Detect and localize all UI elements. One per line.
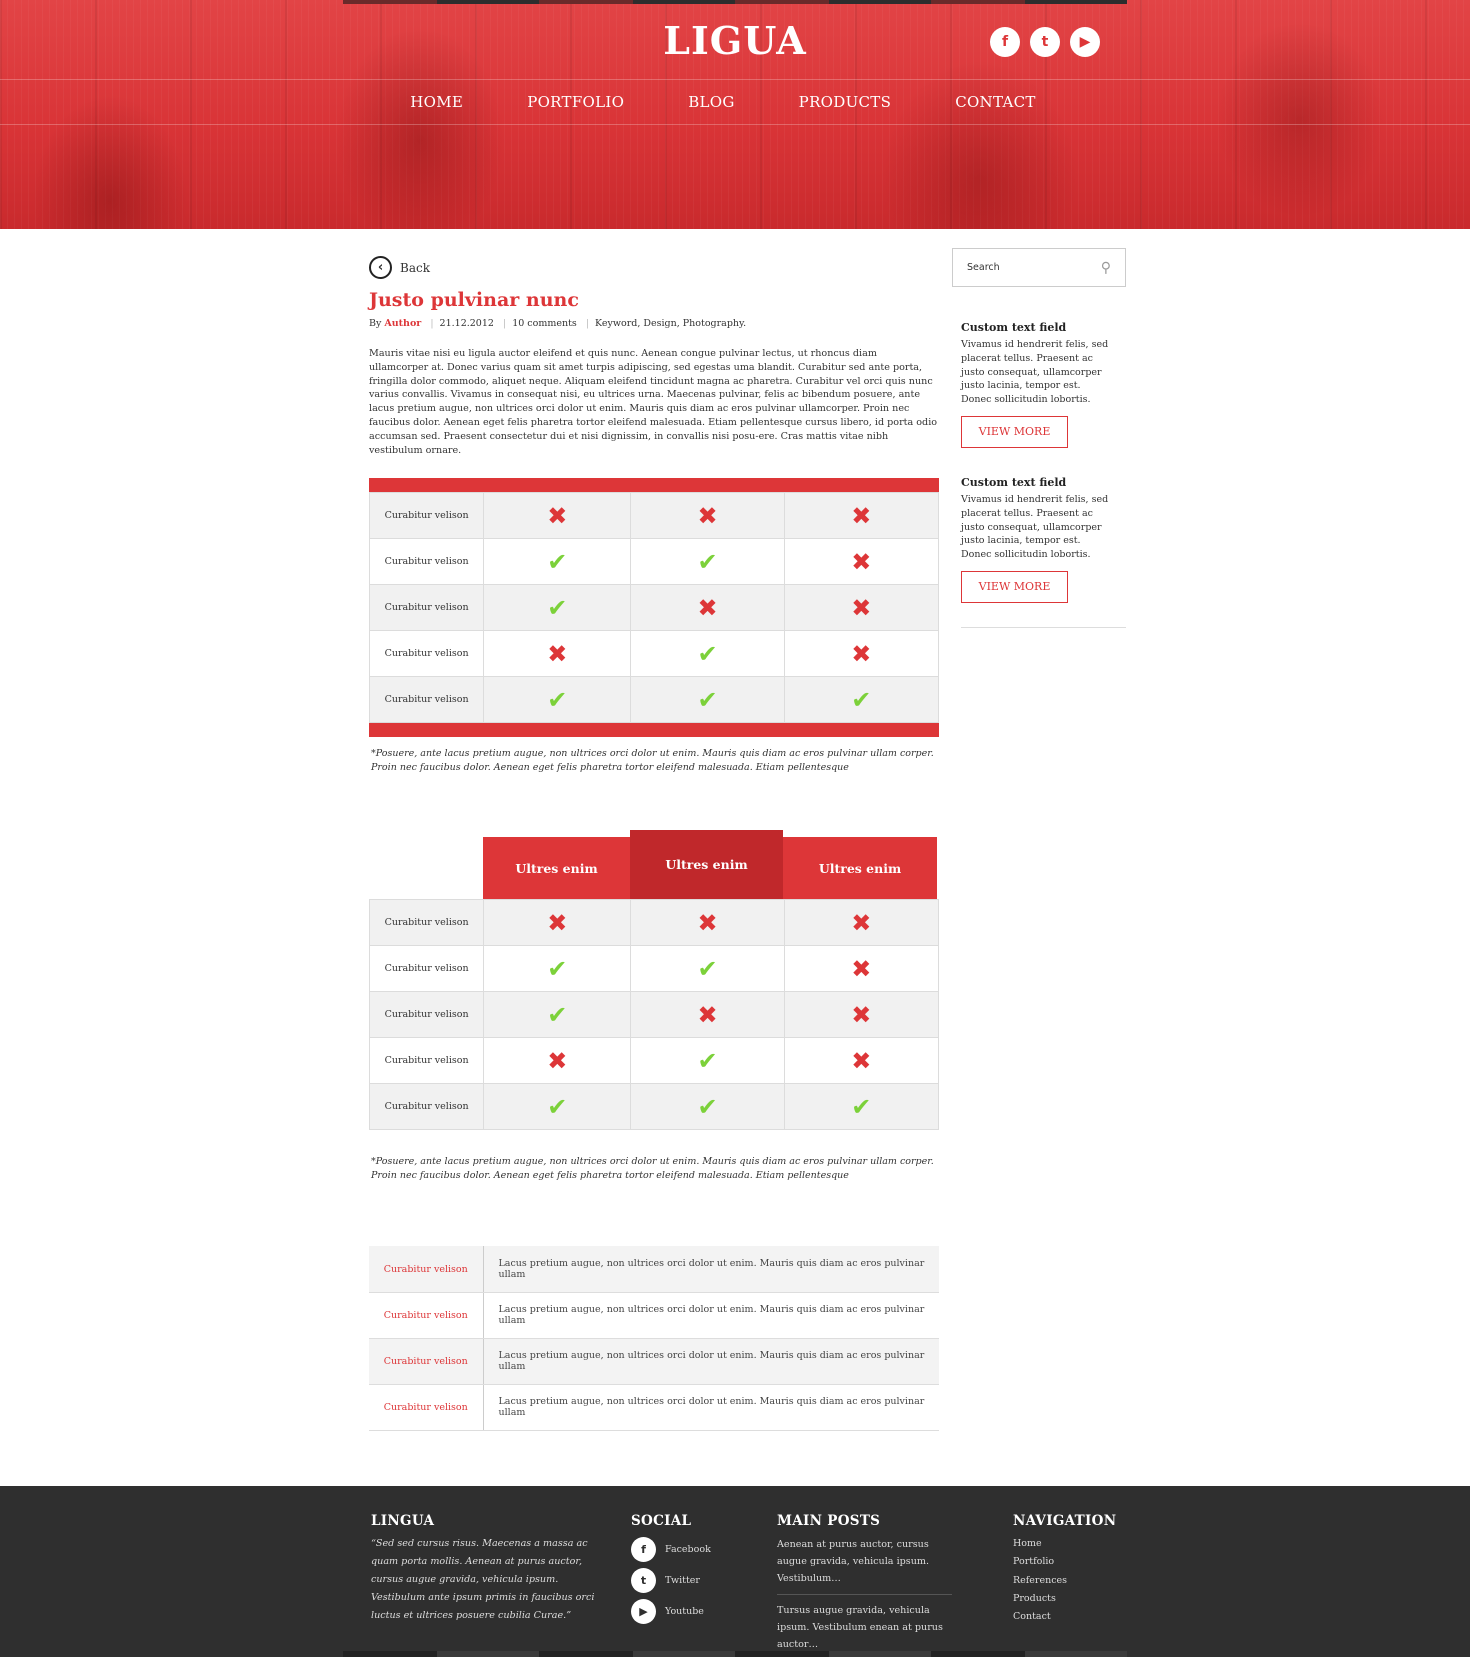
row-label: Curabitur velison — [370, 585, 484, 631]
site-logo[interactable]: LIGUA — [663, 18, 807, 63]
post-tags[interactable]: Keyword, Design, Photography. — [595, 318, 747, 329]
footer-about-title: LINGUA — [371, 1513, 435, 1529]
footer-nav-home[interactable]: Home — [1013, 1538, 1042, 1549]
table-row — [370, 992, 939, 1038]
check-icon: ✔ — [547, 1000, 568, 1029]
widget-text: Vivamus id hendrerit felis, sed placerat tellus. Praesent ac justo consequat, ullamcorper justo lacinia, tempor est. Donec sollicitudin lobortis. — [961, 339, 1109, 406]
table-note: *Posuere, ante lacus pretium augue, non ultrices orci dolor ut enim. Mauris quis diam ac eros pulvinar ullam corper. Proin nec faucibus dolor. Aenean eget felis pharetra tortor eleifend malesuada. Etiam pellentesque — [371, 748, 934, 774]
table-row — [370, 900, 939, 946]
row-label: Curabitur velison — [370, 1084, 484, 1130]
footer-nav-products[interactable]: Products — [1013, 1592, 1056, 1604]
youtube-icon: ▶ — [631, 1599, 656, 1624]
check-icon: ✔ — [697, 547, 718, 576]
back-label: Back — [400, 260, 430, 275]
table-cell — [484, 585, 631, 631]
table-row — [369, 1246, 939, 1292]
check-icon: ✔ — [697, 954, 718, 983]
meta-by: By — [369, 318, 382, 329]
table-cell — [784, 585, 938, 631]
social-label: Facebook — [665, 1544, 711, 1555]
cross-icon: ✖ — [547, 501, 568, 530]
table-cell — [784, 493, 938, 539]
row-key[interactable]: Curabitur velison — [369, 1384, 483, 1430]
table-cell — [631, 539, 784, 585]
table-cell — [784, 1084, 938, 1130]
table-cell — [784, 946, 938, 992]
footer-nav-portfolio[interactable]: Portfolio — [1013, 1556, 1055, 1568]
check-icon: ✔ — [851, 685, 872, 714]
table-cell — [784, 992, 938, 1038]
row-text: Lacus pretium augue, non ultrices orci dolor ut enim. Mauris quis diam ac eros pulvinar ullam — [483, 1338, 939, 1384]
header-social-links — [990, 27, 1100, 57]
cross-icon: ✖ — [851, 1046, 872, 1075]
top-strip — [343, 0, 1127, 4]
table-row — [369, 1338, 939, 1384]
row-label: Curabitur velison — [370, 677, 484, 723]
footer-main-posts — [777, 1513, 952, 1657]
table-cell — [484, 1038, 631, 1084]
table-cell — [484, 992, 631, 1038]
nav-home[interactable]: HOME — [410, 93, 464, 111]
check-icon: ✔ — [547, 593, 568, 622]
footer-nav-contact[interactable]: Contact — [1013, 1611, 1051, 1623]
widget-text: Vivamus id hendrerit felis, sed placerat tellus. Praesent ac justo consequat, ullamcorper justo lacinia, tempor est. Donec sollicitudin lobortis. — [961, 493, 1109, 561]
text-widget — [952, 476, 1126, 603]
table-cell — [784, 1038, 938, 1084]
table-cell — [631, 1038, 784, 1084]
facebook-icon[interactable]: f — [990, 27, 1020, 57]
table-row — [370, 493, 939, 539]
cross-icon: ✖ — [697, 501, 718, 530]
table-row — [370, 1084, 939, 1130]
table-cell — [484, 539, 631, 585]
youtube-icon[interactable]: ▶ — [1070, 27, 1100, 57]
row-text: Lacus pretium augue, non ultrices orci dolor ut enim. Mauris quis diam ac eros pulvinar ullam — [483, 1384, 939, 1430]
check-icon: ✔ — [697, 1092, 718, 1121]
sidebar-divider — [961, 627, 1126, 628]
back-link[interactable] — [369, 256, 939, 279]
table-row — [369, 1384, 939, 1430]
check-icon: ✔ — [547, 1092, 568, 1121]
table-row — [370, 1038, 939, 1084]
column-header: Ultres enim — [783, 837, 937, 899]
post-title: Justo pulvinar nunc — [369, 289, 579, 311]
nav-products[interactable]: PRODUCTS — [798, 93, 892, 111]
row-label: Curabitur velison — [370, 539, 484, 585]
cross-icon: ✖ — [547, 639, 568, 668]
nav-portfolio[interactable]: PORTFOLIO — [527, 93, 625, 111]
footer-about — [371, 1513, 596, 1625]
table-cell — [484, 946, 631, 992]
table-cell — [631, 900, 784, 946]
table-cell — [631, 677, 784, 723]
table-row — [370, 539, 939, 585]
table-top-bar — [369, 478, 939, 492]
table-cell — [631, 992, 784, 1038]
row-label: Curabitur velison — [370, 1038, 484, 1084]
check-icon: ✔ — [697, 1046, 718, 1075]
row-text: Lacus pretium augue, non ultrices orci dolor ut enim. Mauris quis diam ac eros pulvinar ullam — [483, 1246, 939, 1292]
footer-nav-title: NAVIGATION — [1013, 1513, 1117, 1529]
column-header-featured: Ultres enim — [630, 830, 783, 899]
footer-post-link[interactable]: Aenean at purus auctor, cursus augue gravida, vehicula ipsum. Vestibulum… — [777, 1529, 952, 1595]
table-row — [370, 585, 939, 631]
nav-blog[interactable]: BLOG — [688, 93, 735, 111]
twitter-icon[interactable]: t — [1030, 27, 1060, 57]
table-cell — [784, 631, 938, 677]
search-placeholder: Search — [967, 262, 1000, 273]
check-icon: ✔ — [697, 639, 718, 668]
cross-icon: ✖ — [851, 639, 872, 668]
row-text: Lacus pretium augue, non ultrices orci dolor ut enim. Mauris quis diam ac eros pulvinar ullam — [483, 1292, 939, 1338]
table-note: *Posuere, ante lacus pretium augue, non ultrices orci dolor ut enim. Mauris quis diam ac eros pulvinar ullam corper. Proin nec faucibus dolor. Aenean eget felis pharetra tortor eleifend malesuada. Etiam pellentesque — [371, 1156, 934, 1182]
footer-social-title: SOCIAL — [631, 1513, 692, 1529]
row-label: Curabitur velison — [370, 992, 484, 1038]
table-row — [370, 631, 939, 677]
chevron-left-icon: ‹ — [369, 256, 392, 279]
social-label: Twitter — [665, 1575, 700, 1586]
table-cell — [484, 677, 631, 723]
cross-icon: ✖ — [697, 1000, 718, 1029]
view-more-button[interactable]: VIEW MORE — [961, 416, 1068, 448]
cross-icon: ✖ — [851, 501, 872, 530]
table-cell — [631, 1084, 784, 1130]
cross-icon: ✖ — [697, 908, 718, 937]
footer-bottom-strip — [343, 1651, 1127, 1657]
row-label: Curabitur velison — [370, 631, 484, 677]
post-meta: By Author | 21.12.2012 | 10 comments | Keyword, Design, Photography. — [369, 318, 747, 329]
table-cell — [631, 946, 784, 992]
table-cell — [631, 585, 784, 631]
table-cell — [784, 900, 938, 946]
footer-post-link[interactable]: Tursus augue gravida, vehicula ipsum. Vestibulum enean at purus auctor… — [777, 1595, 952, 1657]
comparison-grid — [369, 899, 939, 1130]
table-cell — [784, 677, 938, 723]
cross-icon: ✖ — [851, 547, 872, 576]
sidebar — [952, 248, 1126, 628]
facebook-icon: f — [631, 1537, 656, 1562]
table-row — [369, 1292, 939, 1338]
row-label: Curabitur velison — [370, 493, 484, 539]
footer-nav-references[interactable]: References — [1013, 1574, 1068, 1586]
comments-link[interactable]: 10 comments — [512, 318, 577, 329]
comparison-grid — [369, 492, 939, 723]
check-icon: ✔ — [697, 685, 718, 714]
widget-title: Custom text field — [961, 321, 1067, 334]
table-cell — [484, 493, 631, 539]
nav-divider-bottom — [0, 124, 1470, 125]
table-cell — [484, 631, 631, 677]
text-widget — [952, 321, 1126, 448]
cross-icon: ✖ — [547, 1046, 568, 1075]
social-label: Youtube — [665, 1606, 704, 1617]
table-bottom-bar — [369, 723, 939, 737]
nav-divider-top — [0, 79, 1470, 80]
cross-icon: ✖ — [851, 954, 872, 983]
check-icon: ✔ — [547, 954, 568, 983]
cross-icon: ✖ — [851, 593, 872, 622]
post-date: 21.12.2012 — [439, 318, 494, 329]
check-icon: ✔ — [851, 1092, 872, 1121]
footer-social-youtube[interactable] — [631, 1599, 711, 1624]
row-label: Curabitur velison — [370, 900, 484, 946]
footer-social — [631, 1513, 711, 1624]
cross-icon: ✖ — [851, 908, 872, 937]
table-cell — [784, 539, 938, 585]
description-table — [369, 1246, 939, 1431]
footer-social-twitter[interactable] — [631, 1568, 711, 1593]
comparison-table-1 — [369, 478, 939, 775]
row-key[interactable]: Curabitur velison — [369, 1246, 483, 1292]
footer-posts-title: MAIN POSTS — [777, 1513, 881, 1529]
twitter-icon: t — [631, 1568, 656, 1593]
main-nav — [0, 93, 1470, 111]
table-cell — [484, 1084, 631, 1130]
footer — [0, 1486, 1470, 1657]
row-key[interactable]: Curabitur velison — [369, 1292, 483, 1338]
row-label: Curabitur velison — [370, 946, 484, 992]
search-icon[interactable]: ⚲ — [1100, 259, 1111, 276]
search-input[interactable] — [952, 248, 1126, 287]
row-key[interactable]: Curabitur velison — [369, 1338, 483, 1384]
column-header: Ultres enim — [483, 837, 630, 899]
author-link[interactable]: Author — [384, 318, 422, 329]
footer-social-facebook[interactable] — [631, 1537, 711, 1562]
header-banner — [0, 0, 1470, 229]
footer-navigation — [1013, 1513, 1116, 1626]
post-body: Mauris vitae nisi eu ligula auctor eleifend et quis nunc. Aenean congue pulvinar lectus, ut rhoncus diam ullamcorper at. Donec varius quam sit amet turpis adipiscing, sed egestas uma blandit. Curabitur sed ante porta, fringilla dolor commodo, aliquet neque. Aliquam eleifend tincidunt magna ac pharetra. Curabitur vel orci quis nunc varius convallis. Vivamus in consequat nisi, eu ultrices urna. Maecenas pulvinar, felis ac bibendum posuere, ante lacus pretium augue, non ultrices orci dolor ut enim. Mauris quis diam ac eros pulvinar ullamcorper. Proin nec faucibus dolor. Aenean eget felis pharetra tortor eleifend malesuada. Etiam pellentesque cursus libero, id porta odio accumsan sed. Praesent consectetur dui et nisi dignissim, in convallis nisi posu-ere. Cras mattis vitae nibh vestibulum ornare. — [369, 348, 938, 456]
table-cell — [631, 631, 784, 677]
cross-icon: ✖ — [697, 593, 718, 622]
table-row — [370, 677, 939, 723]
cross-icon: ✖ — [547, 908, 568, 937]
nav-contact[interactable]: CONTACT — [955, 93, 1036, 111]
table-cell — [631, 493, 784, 539]
footer-quote: “Sed sed cursus risus. Maecenas a massa ac quam porta mollis. Aenean at purus auctor, cursus augue gravida, vehicula ipsum. Vestibulum ante ipsum primis in faucibus orci luctus et ultrices posuere cubilia Curae.” — [371, 1538, 595, 1621]
table-header — [483, 830, 939, 899]
table-cell — [484, 900, 631, 946]
check-icon: ✔ — [547, 547, 568, 576]
comparison-table-2 — [369, 830, 939, 1183]
widget-title: Custom text field — [961, 475, 1067, 489]
table-row — [370, 946, 939, 992]
view-more-button[interactable]: VIEW MORE — [961, 571, 1068, 603]
cross-icon: ✖ — [851, 1000, 872, 1029]
main-content — [369, 256, 939, 1431]
check-icon: ✔ — [547, 685, 568, 714]
